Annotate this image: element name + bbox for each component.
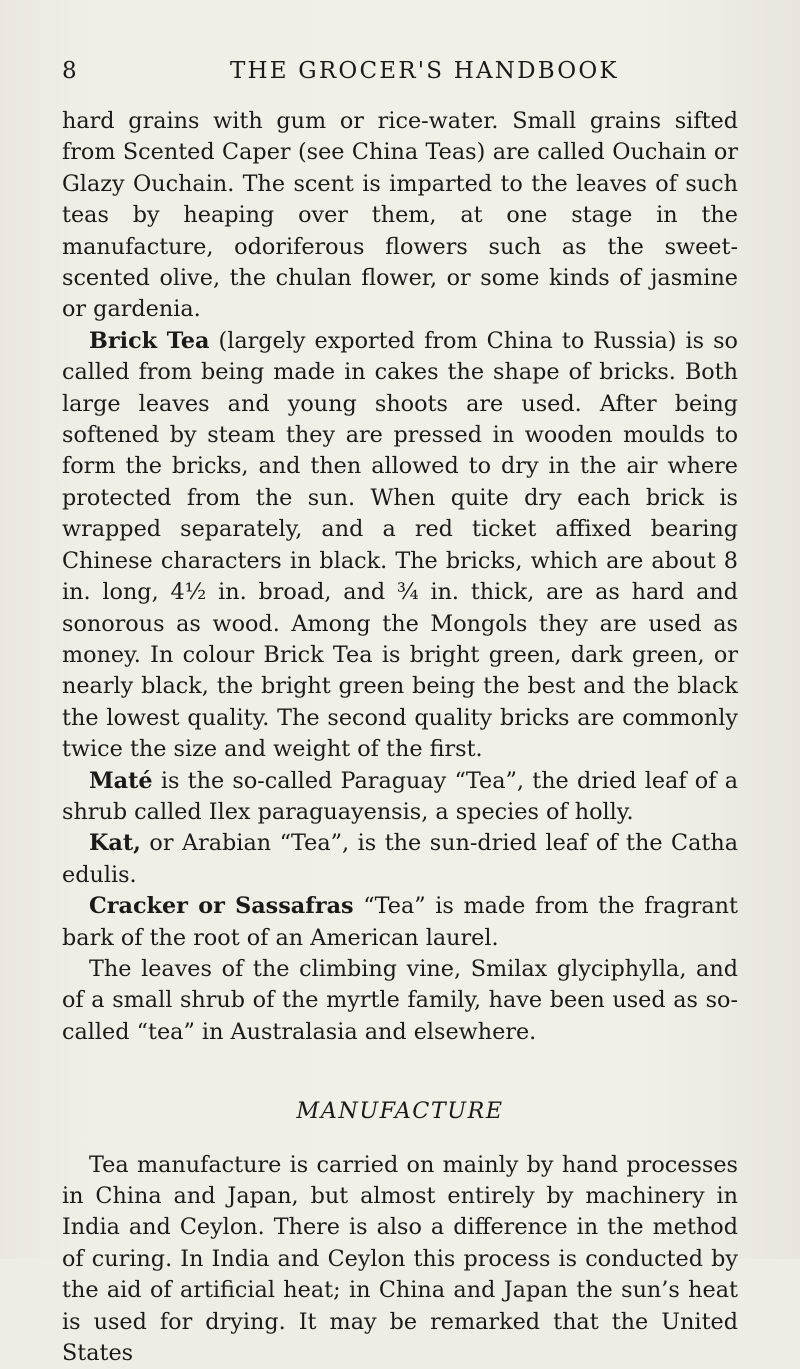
term-kat: Kat, xyxy=(89,830,141,857)
paragraph-brick-tea xyxy=(62,326,738,766)
term-brick-tea: Brick Tea xyxy=(89,327,210,354)
paragraph-smilax: The leaves of the climbing vine, Smilax glyciphylla, and of a small shrub of the myrtle family, have been used as so-called “tea” in Australasia and elsewhere. xyxy=(62,955,738,1045)
running-head xyxy=(0,58,800,88)
paragraph-mate-text: is the so-called Paraguay “Tea”, the dried leaf of a shrub called Ilex paraguayensis, a species of holly. xyxy=(62,767,738,825)
paragraph-mate xyxy=(62,766,738,829)
paragraph-manufacture: Tea manufacture is carried on mainly by hand processes in China and Japan, but almost entirely by machinery in India and Ceylon. There is also a difference in the method of curing. In India and Ceylon this process is conducted by the aid of artificial heat; in China and Japan the sun’s heat is used for drying. It may be remarked that the United States xyxy=(62,1151,738,1367)
book-title: THE GROCER'S HANDBOOK xyxy=(230,58,619,84)
paragraph-sassafras xyxy=(62,891,738,954)
paragraph-sassafras-text: “Tea” is made from the fragrant bark of the root of an American laurel. xyxy=(62,893,738,951)
page-number: 8 xyxy=(62,58,78,84)
term-sassafras: Cracker or Sassafras xyxy=(89,893,354,920)
section-heading-manufacture: MANUFACTURE xyxy=(296,1098,504,1125)
paragraph-ouchain: hard grains with gum or rice-water. Small grains sifted from Scented Caper (see China Teas) are called Ouchain or Glazy Ouchain. The scent is imparted to the leaves of such teas by heaping over them, at one stage in the manufacture, odoriferous flowers such as the sweet-scented olive, the chulan flower, or some kinds of jasmine or gardenia. xyxy=(62,108,738,323)
paragraph-brick-tea-text: (largely exported from China to Russia) is so called from being made in cakes the shape of bricks. Both large leaves and young shoots are used. After being softened by steam they are pressed in wooden moulds to form the bricks, and then allowed to dry in the air where protected from the sun. When quite dry each brick is wrapped separately, and a red ticket affixed bearing Chinese characters in black. The bricks, which are about 8 in. long, 4½ in. broad, and ¾ in. thick, are as hard and sonorous as wood. Among the Mongols they are used as money. In colour Brick Tea is bright green, dark green, or nearly black, the bright green being the best and the black the lowest quality. The second quality bricks are commonly twice the size and weight of the first. xyxy=(62,327,738,763)
paragraph-kat xyxy=(62,828,738,891)
body-text xyxy=(62,106,738,1369)
term-mate: Maté xyxy=(89,767,153,794)
paragraph-kat-text: or Arabian “Tea”, is the sun-dried leaf of the Catha edulis. xyxy=(62,830,738,888)
